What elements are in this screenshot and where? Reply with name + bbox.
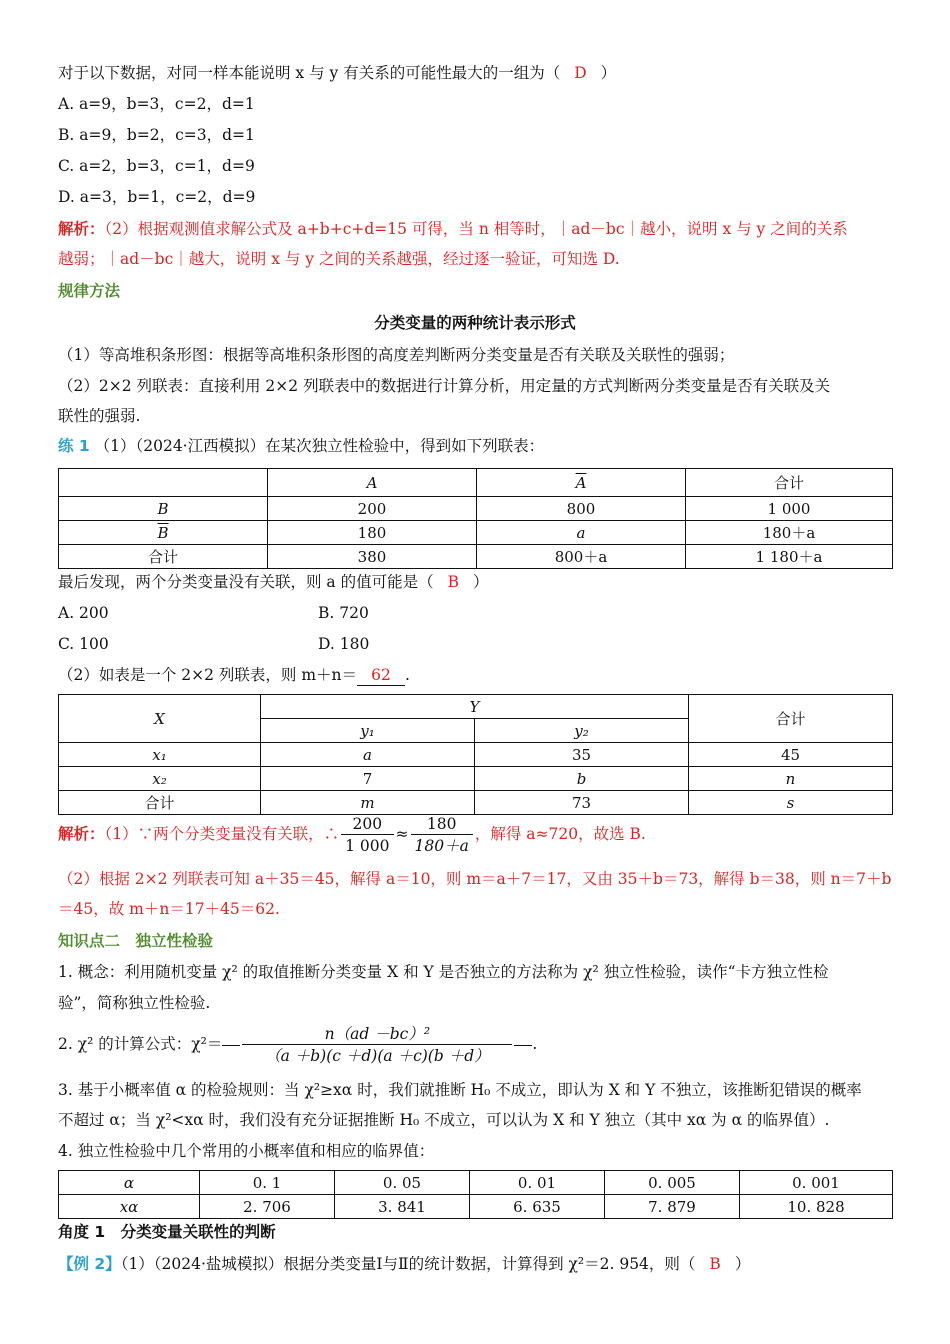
option-d: D. 180 [318, 635, 370, 653]
table-header-cell: 合计 [686, 469, 893, 497]
table-cell: α [59, 1171, 200, 1195]
practice-1-intro [58, 436, 892, 456]
analysis-text: （2）根据观测值求解公式及 a+b+c+d=15 可得，当 n 相等时，｜ad－bc｜越小，说明 x 与 y 之间的关系 [104, 220, 848, 238]
example-label: 【例 2】 [58, 1255, 121, 1273]
kp2-p3b: 不超过 α；当 χ²<xα 时，我们没有充分证据推断 H₀ 不成立，可以认为 X 和 Y 独立（其中 xα 为 α 的临界值）. [58, 1111, 830, 1129]
table-cell: b [475, 767, 689, 791]
paren-close: ） [473, 573, 489, 591]
table-cell: 0. 005 [605, 1171, 740, 1195]
options-row-2 [58, 634, 892, 654]
table-cell: 73 [475, 791, 689, 815]
method-title: 分类变量的两种统计表示形式 [374, 314, 576, 332]
table-cell: 0. 05 [335, 1171, 470, 1195]
method-p2a: （2）2×2 列联表：直接利用 2×2 列联表中的数据进行计算分析，用定量的方式判断两分类变量是否有关联及关 [58, 377, 831, 395]
table-cell: m [261, 791, 475, 815]
question-intro [58, 63, 892, 83]
table-cell: 380 [268, 545, 477, 569]
kp2-p4: 4. 独立性检验中几个常用的小概率值和相应的临界值： [58, 1142, 435, 1160]
practice-1-question [58, 572, 892, 592]
analysis-2-line-3: ＝45，故 m＋n＝17＋45＝62. [58, 900, 280, 918]
table-header-cell [59, 469, 268, 497]
table-header-cell: $\overline{A}$ [477, 469, 686, 497]
table-cell: 200 [268, 497, 477, 521]
practice-text: （1）（2024·江西模拟）在某次独立性检验中，得到如下列联表： [94, 437, 545, 455]
table-header-cell: A [268, 469, 477, 497]
analysis-text: ，解得 a≈720，故选 B. [474, 825, 646, 843]
analysis-2-line-2: （2）根据 2×2 列联表可知 a＋35＝45，解得 a＝10，则 m＝a＋7＝17，又由 35＋b＝73，解得 b＝38，则 n＝7＋b [58, 870, 892, 888]
contingency-table-1 [58, 468, 893, 569]
table-cell: 合计 [59, 545, 268, 569]
blank-right [514, 1045, 532, 1046]
kp2-p1a: 1. 概念：利用随机变量 χ² 的取值推断分类变量 X 和 Y 是否独立的方法称为 χ² 独立性检验，读作“卡方独立性检 [58, 963, 829, 981]
analysis-2-line-1 [58, 812, 892, 857]
blank-left [222, 1045, 240, 1046]
analysis-label: 解析： [58, 220, 105, 238]
fraction-200-1000 [341, 814, 393, 857]
table-cell: 180＋a [686, 521, 893, 545]
option-d: D. a=3，b=1，c=2，d=9 [58, 188, 256, 206]
table-header-cell: Y [261, 695, 689, 719]
answer-d: D [574, 64, 587, 82]
fraction-denominator: 180＋a [414, 836, 469, 855]
table-cell: 7. 879 [605, 1195, 740, 1219]
option-c: C. 100 [58, 635, 109, 653]
example-2 [58, 1254, 892, 1274]
table-cell: 6. 635 [470, 1195, 605, 1219]
table-cell: x₂ [59, 767, 261, 791]
table-header-cell: y₂ [475, 719, 689, 743]
table-cell: 45 [689, 743, 893, 767]
period: . [405, 666, 410, 684]
approx-sign: ≈ [395, 825, 409, 843]
formula-label: 2. χ² 的计算公式：χ²＝ [58, 1035, 223, 1053]
example-text: （1）（2024·盐城模拟）根据分类变量Ⅰ与Ⅱ的统计数据，计算得到 χ²＝2. 954，则（ [120, 1255, 696, 1273]
answer-b: B [709, 1255, 721, 1273]
analysis-label: 解析： [58, 825, 105, 843]
table-cell: 3. 841 [335, 1195, 470, 1219]
table-cell: n [689, 767, 893, 791]
fraction-denominator: （a ＋b)(c ＋d)(a ＋c)(b ＋d） [265, 1046, 490, 1065]
method-heading: 规律方法 [58, 282, 121, 300]
fraction-numerator: n（ad －bc）² [242, 1024, 512, 1045]
fraction-numerator: 200 [341, 814, 393, 835]
q2-text: （2）如表是一个 2×2 列联表，则 m＋n＝ [58, 666, 358, 684]
fraction-180 [411, 814, 473, 857]
analysis-line-2: 越弱；｜ad－bc｜越大，说明 x 与 y 之间的关系越强，经过逐一验证，可知选 D. [58, 250, 620, 268]
kp2-p3a: 3. 基于小概率值 α 的检验规则：当 χ²≥xα 时，我们就推断 H₀ 不成立，即认为 X 和 Y 不独立，该推断犯错误的概率 [58, 1081, 862, 1099]
table-cell: 180 [268, 521, 477, 545]
table-cell: a [261, 743, 475, 767]
options-row-1 [58, 603, 892, 623]
chi-square-fraction [242, 1024, 512, 1067]
option-b: B. 720 [318, 604, 369, 622]
kp2-p1b: 验”，简称独立性检验. [58, 994, 211, 1012]
fraction-denominator: 1 000 [345, 836, 390, 855]
table-cell: 35 [475, 743, 689, 767]
knowledge-point-heading: 知识点二 独立性检验 [58, 932, 214, 950]
table-cell: 1 000 [686, 497, 893, 521]
table-cell: $\overline{B}$ [59, 521, 268, 545]
fraction-numerator: 180 [411, 814, 473, 835]
table-cell: 1 180＋a [686, 545, 893, 569]
question-text: 最后发现，两个分类变量没有关联，则 a 的值可能是（ [58, 573, 434, 591]
table-cell: xα [59, 1195, 200, 1219]
table-cell: 2. 706 [200, 1195, 335, 1219]
method-p1: （1）等高堆积条形图：根据等高堆积条形图的高度差判断两分类变量是否有关联及关联性的强弱； [58, 346, 735, 364]
option-a: A. a=9，b=3，c=2，d=1 [58, 95, 255, 113]
table-cell: 800 [477, 497, 686, 521]
table-cell: 7 [261, 767, 475, 791]
paren-close: ） [600, 64, 617, 82]
analysis-line-1 [58, 219, 892, 239]
option-c: C. a=2，b=3，c=1，d=9 [58, 157, 255, 175]
contingency-table-2 [58, 694, 893, 815]
table-cell: 0. 01 [470, 1171, 605, 1195]
paren-close: ） [734, 1255, 751, 1273]
table-cell: s [689, 791, 893, 815]
option-a: A. 200 [58, 604, 109, 622]
critical-value-table [58, 1170, 893, 1219]
answer-b: B [447, 573, 459, 591]
table-cell: a [477, 521, 686, 545]
option-b: B. a=9，b=2，c=3，d=1 [58, 126, 255, 144]
practice-label: 练 1 [58, 437, 90, 455]
table-cell: x₁ [59, 743, 261, 767]
table-cell: 800＋a [477, 545, 686, 569]
table-header-cell: 合计 [689, 695, 893, 743]
period: . [532, 1035, 538, 1053]
method-p2b: 联性的强弱. [58, 407, 141, 425]
table-cell: 0. 001 [740, 1171, 893, 1195]
practice-1-q2 [58, 665, 892, 686]
table-cell: 10. 828 [740, 1195, 893, 1219]
angle-heading: 角度 1 分类变量关联性的判断 [58, 1223, 276, 1241]
table-cell: 0. 1 [200, 1171, 335, 1195]
table-header-cell: y₁ [261, 719, 475, 743]
table-cell: B [59, 497, 268, 521]
table-cell: 合计 [59, 791, 261, 815]
question-text: 对于以下数据，对同一样本能说明 x 与 y 有关系的可能性最大的一组为（ [58, 64, 561, 82]
answer-blank: 62 [357, 665, 405, 686]
kp2-formula [58, 1022, 892, 1067]
analysis-text: （1）∵两个分类变量没有关联，∴ [104, 825, 340, 843]
table-header-cell: X [59, 695, 261, 743]
